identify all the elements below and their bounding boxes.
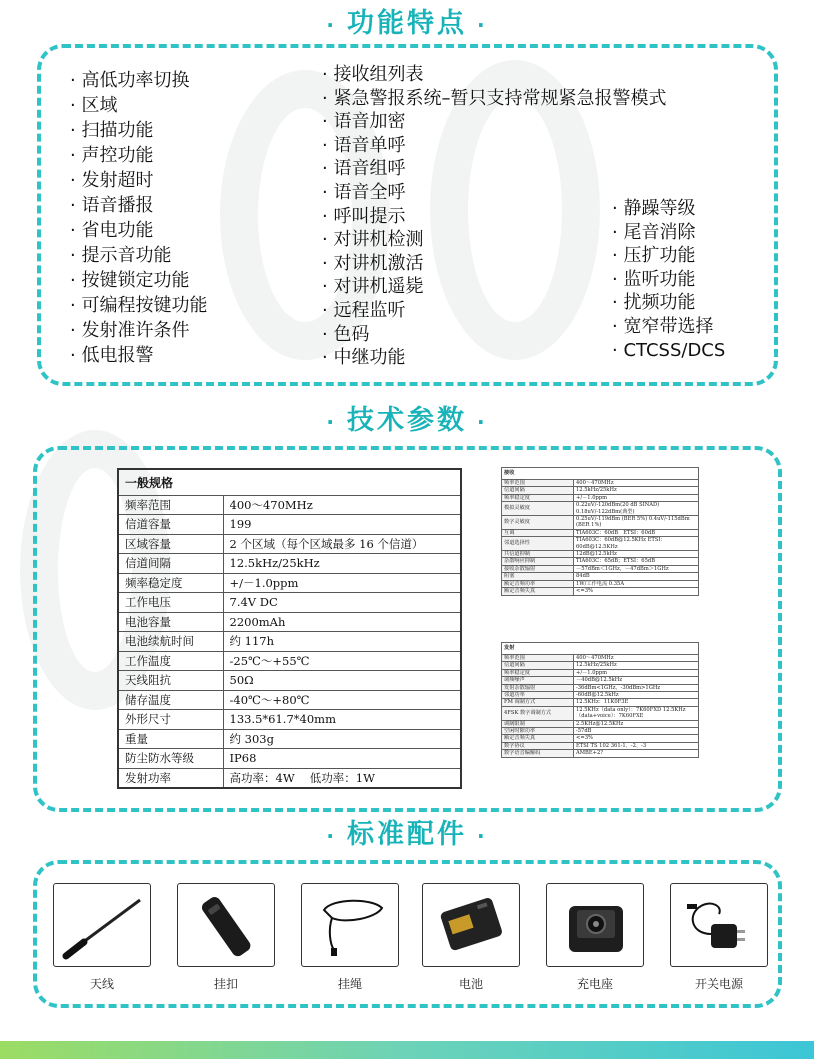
features-col-3 bbox=[612, 196, 725, 361]
table-row: 数字协议 ETSI TS 102 361-1、-2、-3 bbox=[502, 742, 699, 749]
table-row: 额定音频功率 1W/工作电流 0.35A bbox=[502, 580, 699, 587]
features-heading: · 功能特点 · bbox=[326, 8, 488, 39]
table-row: 额定音频失真 <=3% bbox=[502, 735, 699, 742]
table-row: 调频噪声 －40dB@12.5kHz bbox=[502, 677, 699, 684]
table-row: 信道间隔 12.5kHz/25kHz bbox=[502, 487, 699, 494]
bottom-gradient-bar bbox=[0, 1041, 814, 1059]
antenna-card bbox=[53, 883, 151, 967]
accessory-caption: 天线 bbox=[89, 977, 114, 991]
table-row: 频率范围 400～470MHz bbox=[502, 480, 699, 487]
table-row: 工作电压 7.4V DC bbox=[118, 593, 461, 613]
battery-image bbox=[423, 884, 521, 968]
table-row: 储存温度 -40℃～+80℃ bbox=[118, 690, 461, 710]
battery-card bbox=[422, 883, 520, 967]
table-row: 信道容量 199 bbox=[118, 515, 461, 535]
feature-item: · 紧急警报系统–暂只支持常规紧急报警模式 bbox=[322, 86, 666, 110]
table-row: 频率稳定度 +/－1.0ppm bbox=[502, 669, 699, 676]
feature-item: · 对讲机遥毙 bbox=[322, 274, 666, 298]
table-row: 模拟灵敏度 0.22uV/-120dBm(20 dB SINAD) 0.18uV/-122dBm(典型) bbox=[502, 502, 699, 516]
table-header: 接收 bbox=[502, 468, 699, 480]
feature-item: · 发射超时 bbox=[70, 168, 207, 193]
feature-item: · 远程监听 bbox=[322, 298, 666, 322]
feature-item: · 发射准许条件 bbox=[70, 318, 207, 343]
feature-item: · CTCSS/DCS bbox=[612, 338, 725, 362]
feature-item: · 区域 bbox=[70, 93, 207, 118]
feature-item: · 语音单呼 bbox=[322, 133, 666, 157]
antenna-image bbox=[54, 884, 152, 968]
table-row: 工作温度 -25℃～+55℃ bbox=[118, 651, 461, 671]
feature-item: · 扫描功能 bbox=[70, 118, 207, 143]
table-row: 外形尺寸 133.5*61.7*40mm bbox=[118, 710, 461, 730]
lanyard-card bbox=[301, 883, 399, 967]
table-row: 邻道功率 -60dB@12.5kHz bbox=[502, 692, 699, 699]
table-header: 发射 bbox=[502, 643, 699, 655]
accessory-caption: 挂绳 bbox=[337, 977, 362, 991]
table-row: 区域容量 2 个区域（每个区域最多 16 个信道） bbox=[118, 534, 461, 554]
table-row: 信道间隔 12.5kHz/25kHz bbox=[118, 554, 461, 574]
feature-item: · 语音组呼 bbox=[322, 156, 666, 180]
feature-item: · 尾音消除 bbox=[612, 220, 725, 244]
accessory-caption: 充电座 bbox=[576, 977, 613, 991]
feature-item: · 按键锁定功能 bbox=[70, 268, 207, 293]
accessory-caption: 挂扣 bbox=[213, 977, 238, 991]
features-col-1 bbox=[70, 68, 207, 368]
feature-item: · 提示音功能 bbox=[70, 243, 207, 268]
feature-item: · 可编程按键功能 bbox=[70, 293, 207, 318]
charger-image bbox=[547, 884, 645, 968]
feature-item: · 扰频功能 bbox=[612, 290, 725, 314]
table-row: 重量 约 303g bbox=[118, 729, 461, 749]
feature-item: · 色码 bbox=[322, 322, 666, 346]
table-row: 4FSK 数字调制方式 12.5KHz（data only）：7K60FXD 12.5KHz（data+voice）：7K60FXE bbox=[502, 706, 699, 720]
table-row: 接收杂散辐射 －57dBm＜1GHz，－47dBm＞1GHz bbox=[502, 565, 699, 572]
accessories-heading: · 标准配件 · bbox=[326, 819, 488, 850]
specs-heading: · 技术参数 · bbox=[326, 405, 488, 436]
feature-item: · 接收组列表 bbox=[322, 62, 666, 86]
feature-item: · 静躁等级 bbox=[612, 196, 725, 220]
feature-item: · 监听功能 bbox=[612, 267, 725, 291]
feature-item: · 宽窄带选择 bbox=[612, 314, 725, 338]
transmit-specs-table bbox=[501, 642, 699, 758]
table-row: 阻塞 84dB bbox=[502, 573, 699, 580]
feature-item: · 对讲机激活 bbox=[322, 251, 666, 275]
table-row: 调制限制 2.5KHz@12.5KHz bbox=[502, 720, 699, 727]
belt-clip-image bbox=[178, 884, 276, 968]
table-row: 杂散响应抑制 TIA603C：65dB；ETSI：65dB bbox=[502, 558, 699, 565]
feature-item: · 语音全呼 bbox=[322, 180, 666, 204]
table-row: 频率稳定度 +/－1.0ppm bbox=[118, 573, 461, 593]
feature-item: · 对讲机检测 bbox=[322, 227, 666, 251]
table-row: 电池容量 2200mAh bbox=[118, 612, 461, 632]
feature-item: · 声控功能 bbox=[70, 143, 207, 168]
table-row: 空闲时隙功率 -57dB bbox=[502, 728, 699, 735]
feature-item: · 中继功能 bbox=[322, 345, 666, 369]
receive-specs-table bbox=[501, 467, 699, 596]
table-row: 互调 TIA603C：60dB ETSI：60dB bbox=[502, 529, 699, 536]
feature-item: · 省电功能 bbox=[70, 218, 207, 243]
accessory-caption: 开关电源 bbox=[694, 977, 743, 991]
table-row: 频率稳定度 +/－1.0ppm bbox=[502, 494, 699, 501]
table-row: 共信道抑制 12dB@12.5kHz bbox=[502, 551, 699, 558]
table-row: 数字灵敏度 0.25uV/-119dBm (BER 5%) 0.4uV/-115dBm (BER 1%) bbox=[502, 516, 699, 530]
accessory-caption: 电池 bbox=[458, 977, 483, 991]
table-row: 信道间隔 12.5kHz/25kHz bbox=[502, 662, 699, 669]
feature-item: · 压扩功能 bbox=[612, 243, 725, 267]
table-row: 防尘防水等级 IP68 bbox=[118, 749, 461, 769]
table-row: 数字语音编解码 AMBE+2? bbox=[502, 750, 699, 757]
feature-item: · 呼叫提示 bbox=[322, 204, 666, 228]
table-header: 一般规格 bbox=[118, 469, 461, 495]
table-row: 额定音频失真 <=3% bbox=[502, 588, 699, 595]
power-adapter-card bbox=[670, 883, 768, 967]
table-row: 邻道选择性 TIA603C：60dB@12.5KHz ETSI：60dB@12.5KHz bbox=[502, 537, 699, 551]
feature-item: · 语音加密 bbox=[322, 109, 666, 133]
feature-item: · 低电报警 bbox=[70, 343, 207, 368]
charger-card bbox=[546, 883, 644, 967]
general-specs-table bbox=[117, 468, 462, 789]
table-row: FM 调制方式 12.5KHz：11K0F3E bbox=[502, 699, 699, 706]
table-row: 发射杂散辐射 -36dBm<1GHz，-30dBm>1GHz bbox=[502, 684, 699, 691]
belt-clip-card bbox=[177, 883, 275, 967]
feature-item: · 高低功率切换 bbox=[70, 68, 207, 93]
lanyard-image bbox=[302, 884, 400, 968]
table-row: 天线阻抗 50Ω bbox=[118, 671, 461, 691]
table-row: 发射功率 高功率：4W 低功率：1W bbox=[118, 768, 461, 788]
table-row: 频率范围 400～470MHz bbox=[118, 495, 461, 515]
power-adapter-image bbox=[671, 884, 769, 968]
table-row: 电池续航时间 约 117h bbox=[118, 632, 461, 652]
table-row: 频率范围 400～470MHz bbox=[502, 655, 699, 662]
feature-item: · 语音播报 bbox=[70, 193, 207, 218]
